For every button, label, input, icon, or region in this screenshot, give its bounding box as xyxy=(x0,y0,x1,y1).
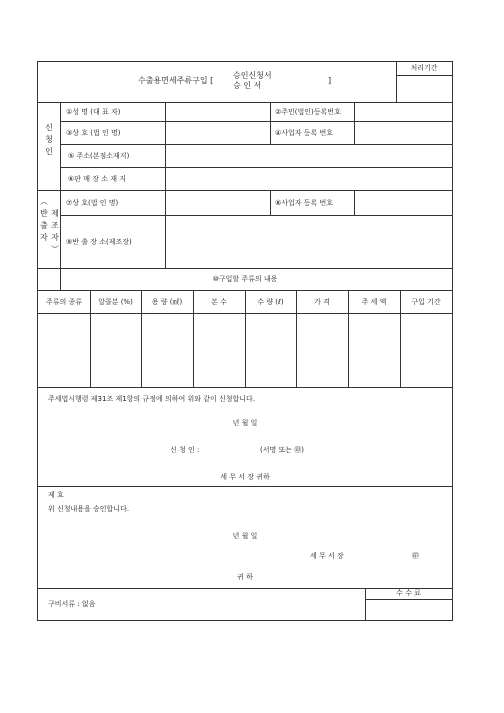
approval-to: 귀 하 xyxy=(237,573,253,581)
title-option-application: 승인신청서 xyxy=(233,71,272,80)
exporter-section-label-a: ︵ 반 출 자 xyxy=(40,197,48,242)
approval-number: 제 호 xyxy=(48,491,64,499)
col-tax: 주 세 액 xyxy=(361,298,387,306)
col-quantity: 수 량 (ℓ) xyxy=(257,298,284,306)
application-section-bottom xyxy=(38,486,452,487)
processing-period-label: 처리기간 xyxy=(410,64,438,72)
applicant-section-bottom xyxy=(38,190,452,191)
application-statement: 주세법시행령 제31조 제1항의 규정에 의하여 위와 같이 신청합니다. xyxy=(48,395,255,403)
store-location-label: ⑥판 매 장 소 재 지 xyxy=(68,175,126,183)
col-volume: 용 량 (㎖) xyxy=(151,298,183,306)
applicant-signature-label: 신 청 인 : xyxy=(170,446,200,454)
exporter-company-label: ⑦상 호(법 인 명) xyxy=(66,199,119,207)
exporter-section-label-b: 제 조 자 ︶ xyxy=(51,209,59,254)
address-label: ⑤ 주소(본점소재지) xyxy=(68,152,130,160)
title-option-approval: 승 인 서 xyxy=(233,81,262,90)
exporter-biz-reg-label: ⑧사업자 등록 번호 xyxy=(275,199,334,207)
section-label-divider xyxy=(60,102,61,290)
liquor-table-bottom xyxy=(38,387,452,388)
exporter-section-bottom xyxy=(38,268,452,269)
application-form xyxy=(37,61,453,621)
applicant-biz-reg-label: ④사업자 등록 번호 xyxy=(275,129,334,137)
application-date: 년 월 일 xyxy=(232,419,258,427)
liquor-section-title: ⑩구입할 주류의 내용 xyxy=(212,275,278,283)
approval-date: 년 월 일 xyxy=(232,532,258,540)
col-alcohol: 알콜분 (%) xyxy=(98,298,133,306)
col-liquor-type: 주류의 종류 xyxy=(45,298,83,306)
col-period: 구입 기간 xyxy=(411,298,441,306)
form-title: 수출용면세주류구입 [ xyxy=(138,76,214,85)
col-price: 가 격 xyxy=(314,298,330,306)
signature-seal-note: (서명 또는 ㊞) xyxy=(260,446,304,454)
application-addressee: 세 무 서 장 귀하 xyxy=(220,473,270,481)
export-place-label: ⑨반 출 장 소(제조장) xyxy=(66,238,132,246)
approval-seal: ㊞ xyxy=(412,552,419,560)
fee-label: 수 수 료 xyxy=(396,589,421,597)
header-divider xyxy=(38,102,452,103)
applicant-section-label: 신 청 인 xyxy=(45,123,53,156)
approval-statement: 위 신청내용을 승인합니다. xyxy=(48,505,130,513)
processing-label-divider xyxy=(396,75,452,76)
applicant-name-label: ①성 명 (대 표 자) xyxy=(66,108,121,116)
applicant-company-label: ③상 호 (법 인 명) xyxy=(66,129,121,137)
title-bracket-close: ] xyxy=(328,76,332,85)
approval-officer: 세 무 서 장 xyxy=(310,552,344,560)
required-documents: 구비서류 : 없음 xyxy=(48,600,96,608)
col-bottles: 본 수 xyxy=(211,298,227,306)
resident-number-label: ②주민(법인)등록번호 xyxy=(275,108,341,116)
